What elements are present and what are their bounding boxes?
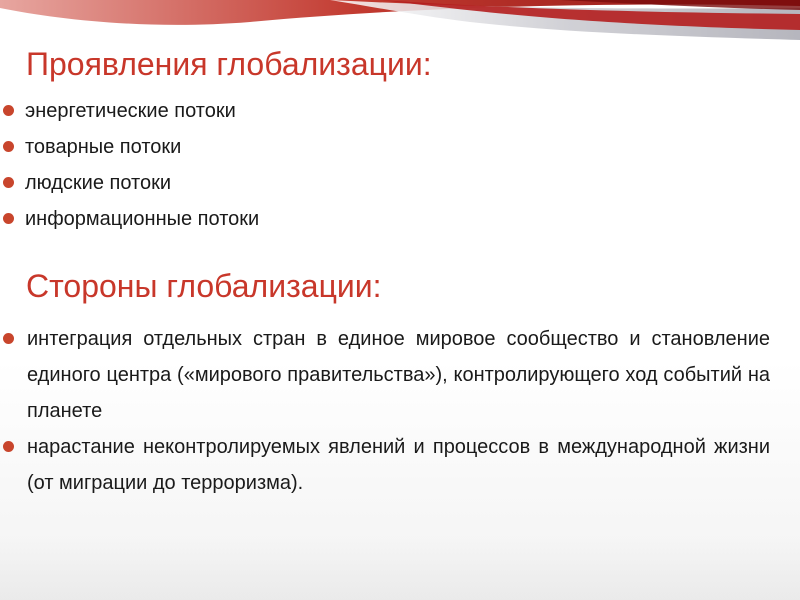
- bullet-dot-icon: [3, 333, 14, 344]
- bottom-shade-decoration: [0, 540, 800, 600]
- bullet-dot-icon: [3, 177, 14, 188]
- list-item: [0, 93, 780, 129]
- title-manifestations: Проявления глобализации:: [26, 46, 432, 82]
- list-item: [0, 201, 780, 237]
- manifestations-list: [0, 93, 780, 237]
- list-item-text: интеграция отдельных стран в единое мировое сообщество и становление единого центра («мирового правительства»), контролирующего ход событий на планете: [27, 328, 770, 422]
- list-item-text: информационные потоки: [25, 208, 260, 230]
- bullet-dot-icon: [3, 105, 14, 116]
- bullet-dot-icon: [3, 213, 14, 224]
- list-item-text: людские потоки: [25, 172, 171, 194]
- list-item-text: товарные потоки: [25, 136, 182, 158]
- list-item-text: энергетические потоки: [25, 100, 236, 122]
- bullet-dot-icon: [3, 141, 14, 152]
- list-item: [0, 429, 770, 501]
- list-item: [0, 165, 780, 201]
- bullet-dot-icon: [3, 441, 14, 452]
- sides-list: [0, 321, 770, 501]
- list-item: [0, 321, 770, 429]
- title-sides: Стороны глобализации:: [26, 268, 382, 304]
- list-item-text: нарастание неконтролируемых явлений и процессов в международной жизни (от миграции до терроризма).: [27, 436, 770, 494]
- list-item: [0, 129, 780, 165]
